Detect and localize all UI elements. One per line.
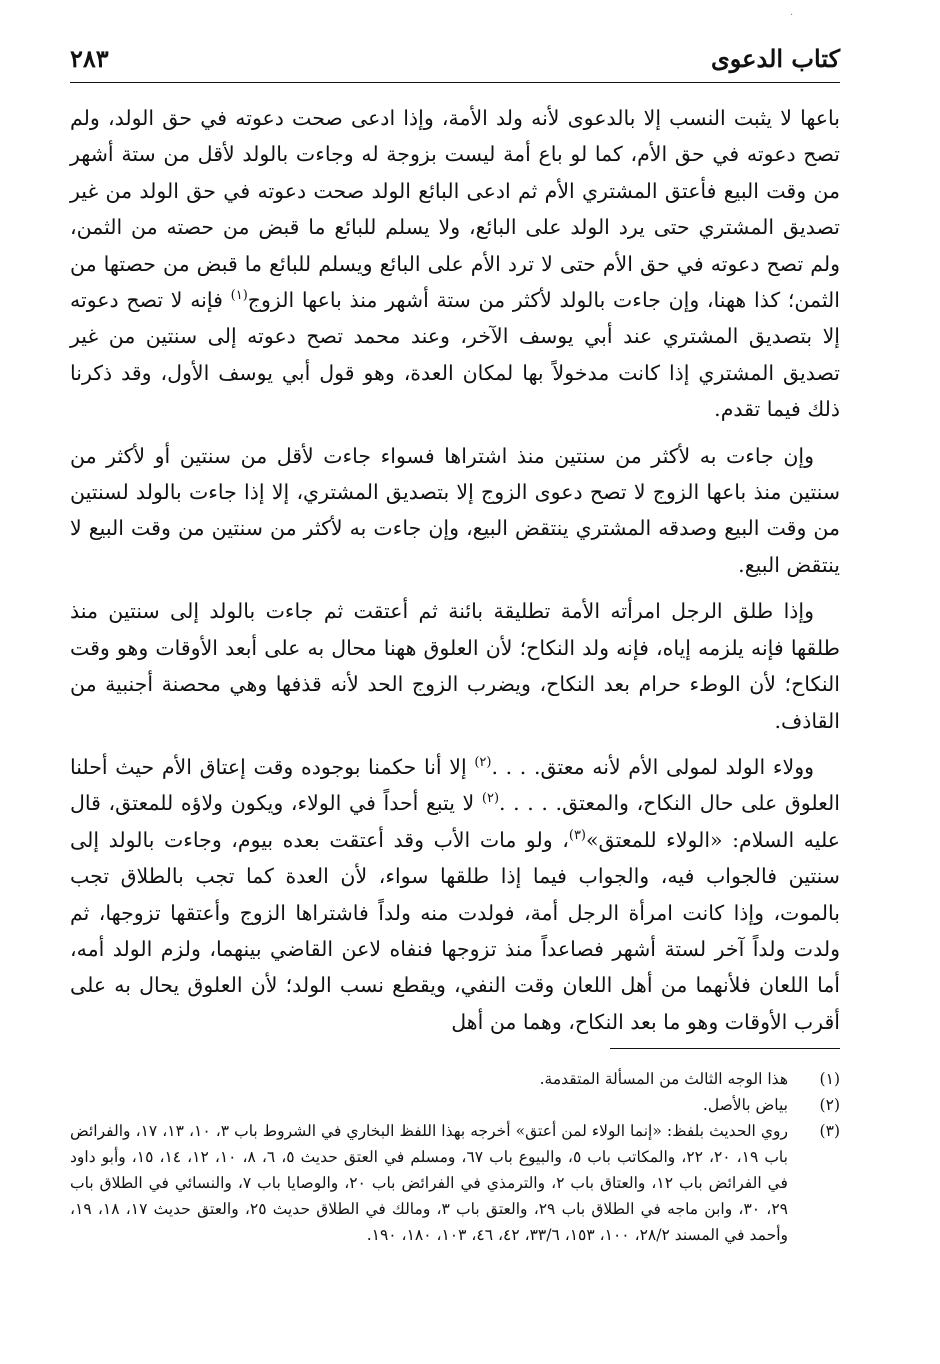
footnote-ref-1[interactable]: (١) [230,288,248,304]
paragraph-4-part-d: ، ولو مات الأب وقد أعتقت بعده بيوم، وجاءت بالولد إلى سنتين فالجواب فيه، والجواب فيما إذا طلقها سواء، لأن العدة كما تجب بالطلاق تجب بالموت، وإذا كانت امرأة الرجل أمة، فولدت منه ولداً فاشتراها الزوج وأعتقها تزوجها، ثم ولدت ولداً آخر لستة أشهر فصاعداً منذ تزوجها فنفاه لاعن القاضي بينهما، ولزم الولد أمه، أما اللعان فلأنهما من أهل اللعان وقت النفي، ويقطع نسب الولد؛ لأن العلوق يحال به على أقرب الأوقات وهو ما بعد النكاح، وهما من أهل [70,827,840,1034]
paragraph-1-part-b: فإنه لا تصح دعوته إلا بتصديق المشتري عند أبي يوسف الآخر، وعند محمد تصح دعوته إلى سنتين من غير تصديق المشتري إذا كانت مدخولاً بها لمكان العدة، وهو قول أبي يوسف الأول، وقد ذكرنا ذلك فيما تقدم. [70,288,840,422]
footnotes [70,1066,840,1248]
paragraph-4-part-b: إلا أنا حكمنا بوجوده وقت إعتاق الأم حيث أحلنا العلوق على حال النكاح، والمعتق. . . . . [70,754,841,816]
footnote-text: هذا الوجه الثالث من المسألة المتقدمة. [539,1070,788,1088]
footnote-3 [70,1118,840,1248]
paragraph-3 [70,593,840,739]
paragraph-3-text: وإذا طلق الرجل امرأته الأمة تطليقة بائنة ثم أعتقت ثم جاءت بالولد إلى سنتين منذ طلقها فإنه يلزمه إياه، فإنه ولد النكاح؛ لأن العلوق ههنا محال به على أبعد الأوقات وهو وقت النكاح؛ لأن الوطء حرام بعد النكاح، ويضرب الزوج الحد لأنه قذفها وهي محصنة أجنبية من القاذف. [70,599,840,733]
footnote-text: روي الحديث بلفظ: «إنما الولاء لمن أعتق» أخرجه بهذا اللفظ البخاري في الشروط باب ٣، ١٠، ١٣، ١٧، والفرائض باب ١٩، ٢٠، ٢٢، والمكاتب باب ٥، والبيوع باب ٦٧، ومسلم في العتق حديث ٥، ٦، ٨، ١٠، ١٢، ١٤، ١٥، وأبو داود في الفرائض باب ١٢، والعتاق باب ٢، والترمذي في الفرائض باب ٢٠، والوصايا باب ٧، والنسائي في الطلاق باب ٢٩، ٣٠، وابن ماجه في الطلاق باب ٢٩، والعتق باب ٣، ومالك في الطلاق حديث ٢٥، والعتق حديث ١٧، ١٨، ١٩، وأحمد في المسند ٢٨/٢، ١٠٠، ١٥٣، ٣٣/٦، ٤٢، ٤٦، ١٠٣، ١٨٠، ١٩٠. [70,1122,789,1244]
paragraph-2-text: وإن جاءت به لأكثر من سنتين منذ اشتراها فسواء جاءت لأقل من سنتين أو لأكثر من سنتين منذ باعها الزوج لا تصح دعوى الزوج إلا بتصديق المشتري، إلا إذا جاءت بالولد لسنتين من وقت البيع وصدقه المشتري ينتقض البيع، وإن جاءت به لأكثر من سنتين من وقت البيع لا ينتقض البيع. [70,443,840,577]
footnote-number: (١) [819,1070,840,1088]
paragraph-2 [70,438,840,584]
paragraph-4-part-c: لا يتبع أحداً في الولاء، ويكون ولاؤه للمعتق، قال عليه السلام: «الولاء للمعتق» [70,791,840,852]
scan-mark: · [790,10,794,21]
footnote-ref-2b[interactable]: (٢) [481,791,500,807]
footnote-text: بياض بالأصل. [702,1096,788,1114]
paragraph-1-part-a: باعها لا يثبت النسب إلا بالدعوى لأنه ولد الأمة، وإذا ادعى صحت دعوته في حق الولد، ولم تصح دعوته في حق الأم، كما لو باع أمة ليست بزوجة له وجاءت بالولد لأقل من ستة أشهر من وقت البيع فأعتق المشتري الأم ثم ادعى البائع الولد صحت دعوته في حق الولد من غير تصديق المشتري حتى يرد الولد على البائع، ولا يسلم للبائع ما قبض من حصته من الثمن، ولم تصح دعوته في حق الأم حتى لا ترد الأم على البائع ويسلم للبائع ما قبض من حصتها من الثمن؛ كذا ههنا، وإن جاءت بالولد لأكثر من ستة أشهر منذ باعها الزوج [70,106,840,313]
chapter-title: كتاب الدعوى [710,44,840,73]
footnote-2 [70,1092,840,1118]
main-text [70,100,840,1040]
footnote-number: (٣) [819,1122,840,1140]
running-header [70,40,840,83]
footnote-divider [610,1048,840,1049]
footnote-1 [70,1066,840,1092]
paragraph-1 [70,100,840,428]
paragraph-4-part-a: وولاء الولد لمولى الأم لأنه معتق. . . . [491,754,814,779]
footnote-ref-2[interactable]: (٢) [474,755,492,771]
footnote-ref-3[interactable]: (٣) [568,827,586,843]
paragraph-4 [70,749,840,1040]
page-number: ٢٨٣ [70,44,109,73]
footnote-number: (٢) [819,1096,840,1114]
